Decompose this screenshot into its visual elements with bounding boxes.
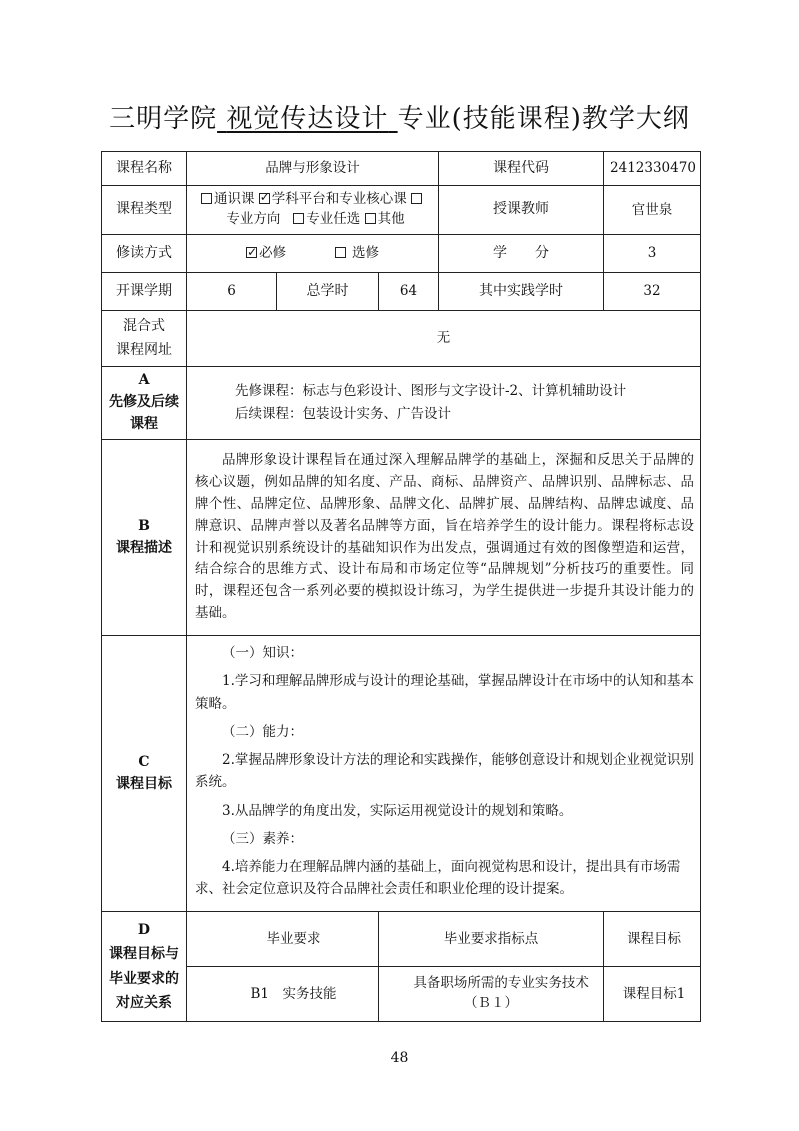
teacher-value: 官世泉 xyxy=(604,186,701,235)
row-section-d-header xyxy=(102,912,701,967)
checkbox-checked-icon xyxy=(259,193,270,204)
online-value: 无 xyxy=(187,311,701,367)
section-c-label: C 课程目标 xyxy=(102,636,187,912)
section-b-label: B 课程描述 xyxy=(102,440,187,636)
title-suffix: 专业(技能课程)教学大纲 xyxy=(397,104,690,134)
title-school: 三明学院 xyxy=(109,104,218,134)
row-section-c xyxy=(102,636,701,912)
teacher-label: 授课教师 xyxy=(439,186,604,235)
section-c-content xyxy=(187,636,701,912)
type-option-direction: 专业方向 xyxy=(226,211,281,227)
course-description: 品牌形象设计课程旨在通过深入理解品牌学的基础上，深掘和反思关于品牌的核心议题，例如品牌的知名度、产品、商标、品牌资产、品牌识别、品牌标志、品牌个性、品牌定位、品牌形象、品牌文化、品牌扩展、品牌结构、品牌忠诚度、品牌意识、品牌声誉以及著名品牌等方面，旨在培养学生的设计能力。课程将标志设计和视觉识别系统设计的基础知识作为出发点，强调通过有效的图像塑造和运营，结合综合的思维方式、设计布局和市场定位等“品牌规划”分析技巧的重要性。同时，课程还包含一系列必要的模拟设计练习，为学生提供进一步提升其设计能力的基础。 xyxy=(195,452,695,622)
type-option-other: 其他 xyxy=(365,211,405,227)
checkbox-checked-icon xyxy=(246,247,257,258)
semester-value: 6 xyxy=(187,273,277,311)
col-course-goal: 课程目标 xyxy=(604,912,701,967)
course-name-label: 课程名称 xyxy=(102,152,187,186)
online-label: 混合式 课程网址 xyxy=(102,311,187,367)
goal-2: 2.掌握品牌形象设计方法的理论和实践操作，能够创意设计和规划企业视觉识别系统。 xyxy=(195,752,694,791)
section-a-content xyxy=(187,367,701,440)
checkbox-icon xyxy=(201,193,212,204)
checkbox-icon xyxy=(335,247,346,258)
mode-option-elective: 选修 xyxy=(335,245,379,261)
goal-3: 3.从品牌学的角度出发，实际运用视觉设计的规划和策略。 xyxy=(222,802,573,819)
section-d-label: D 课程目标与 毕业要求的 对应关系 xyxy=(102,912,187,1022)
course-type-label: 课程类型 xyxy=(102,186,187,235)
course-code-value: 2412330470 xyxy=(604,152,701,186)
section-a-label: A 先修及后续 课程 xyxy=(102,367,187,440)
row-online xyxy=(102,311,701,367)
checkbox-icon xyxy=(293,213,304,224)
practice-hours-label: 其中实践学时 xyxy=(439,273,604,311)
type-option-general: 通识课 xyxy=(201,191,255,207)
row-section-a xyxy=(102,367,701,440)
semester-label: 开课学期 xyxy=(102,273,187,311)
type-option-core: ✓ 学科平台和专业核心课 xyxy=(259,191,407,207)
syllabus-table xyxy=(101,151,701,1022)
study-mode-label: 修读方式 xyxy=(102,235,187,273)
title-major: 视觉传达设计 xyxy=(226,104,389,134)
row-section-b xyxy=(102,440,701,636)
mode-option-required: ✓ 必修 xyxy=(246,245,286,261)
checkbox-icon xyxy=(411,193,422,204)
col-requirement-indicator: 毕业要求指标点 xyxy=(379,912,604,967)
credit-value: 3 xyxy=(604,235,701,273)
goal-4: 4.培养能力在理解品牌内涵的基础上，面向视觉构思和设计，提出具有市场需求、社会定位意识及符合品牌社会责任和职业伦理的设计提案。 xyxy=(195,859,681,898)
page-title xyxy=(0,98,799,135)
practice-hours-value: 32 xyxy=(604,273,701,311)
row-course-type xyxy=(102,186,701,235)
study-mode-options xyxy=(187,235,439,273)
course-type-options xyxy=(187,186,439,235)
row-course-name xyxy=(102,152,701,186)
subsequent-courses: 后续课程：包装设计实务、广告设计 xyxy=(235,406,451,422)
table-row xyxy=(102,967,701,1022)
course-name-value: 品牌与形象设计 xyxy=(187,152,439,186)
checkbox-icon xyxy=(365,213,376,224)
ability-heading: （二）能力： xyxy=(222,723,303,740)
section-b-content xyxy=(187,440,701,636)
total-hours-value: 64 xyxy=(379,273,439,311)
goal-cell: 课程目标1 xyxy=(604,967,701,1022)
prerequisite-courses: 先修课程：标志与色彩设计、图形与文字设计-2、计算机辅助设计 xyxy=(235,383,627,400)
literacy-heading: （三）素养： xyxy=(222,830,303,847)
row-study-mode xyxy=(102,235,701,273)
goal-1: 1.学习和理解品牌形成与设计的理论基础，掌握品牌设计在市场中的认知和基本策略。 xyxy=(195,673,694,712)
total-hours-label: 总学时 xyxy=(277,273,379,311)
page-number: 48 xyxy=(390,1050,409,1066)
credit-label: 学 分 xyxy=(439,235,604,273)
row-semester xyxy=(102,273,701,311)
course-code-label: 课程代码 xyxy=(439,152,604,186)
col-graduation-requirement: 毕业要求 xyxy=(187,912,379,967)
indicator-cell: 具备职场所需的专业实务技术（Ｂ１） xyxy=(379,967,604,1022)
knowledge-heading: （一）知识： xyxy=(222,645,303,661)
requirement-cell: B1 实务技能 xyxy=(187,967,379,1022)
type-option-elective: 专业任选 xyxy=(293,211,360,227)
